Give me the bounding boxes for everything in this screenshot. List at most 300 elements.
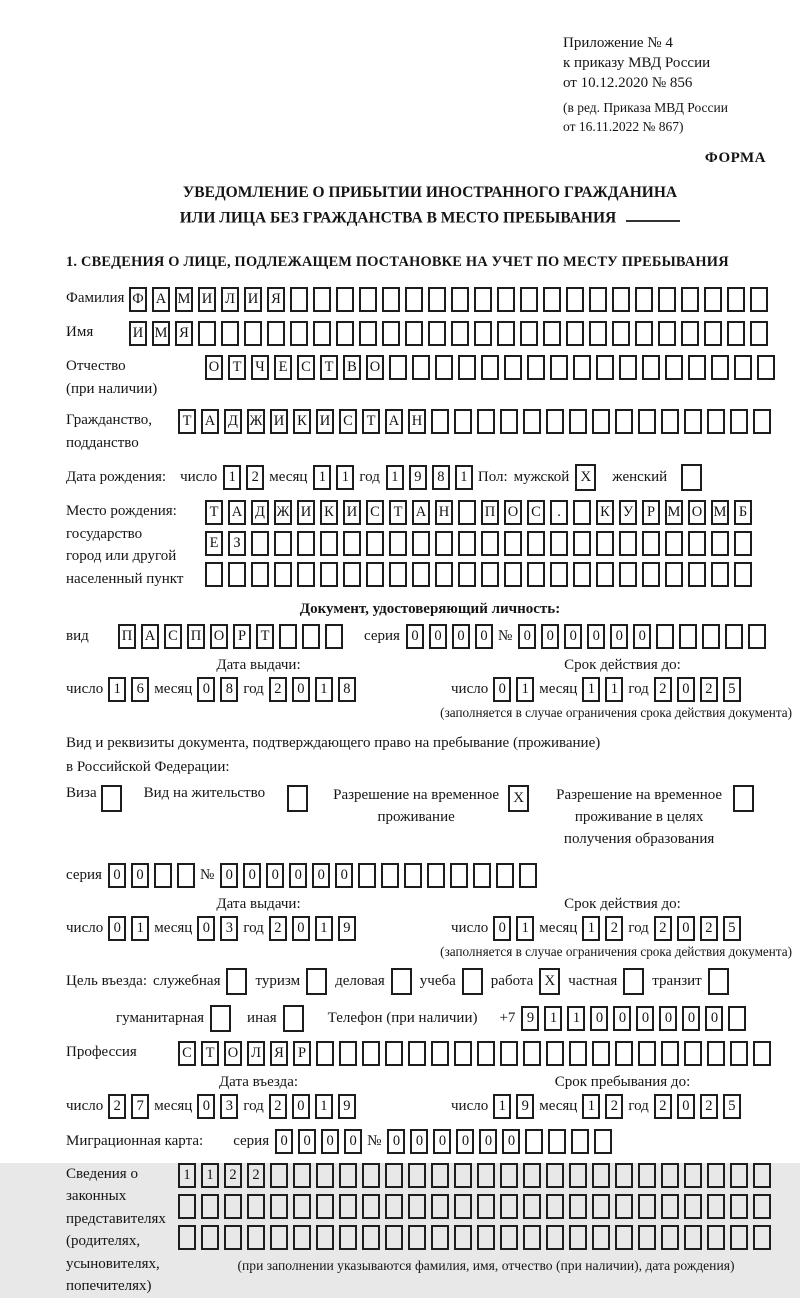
purpose-humanitarian-label: гуманитарная xyxy=(116,1009,205,1026)
doc-type-cells xyxy=(118,624,348,649)
stay-month-label: месяц xyxy=(539,1097,578,1114)
char-cell xyxy=(477,1194,495,1219)
char-cell xyxy=(753,1225,771,1250)
char-cell: Д xyxy=(224,409,242,434)
char-cell: 0 xyxy=(677,916,695,941)
residence-issue-year-cells xyxy=(269,916,361,941)
char-cell: Р xyxy=(642,500,660,525)
char-cell xyxy=(405,287,423,312)
char-cell xyxy=(481,355,499,380)
char-cell xyxy=(474,321,492,346)
birth-year-cells xyxy=(386,465,478,490)
char-cell xyxy=(504,562,522,587)
entry-day-label: число xyxy=(66,1097,104,1114)
char-cell: 2 xyxy=(269,1094,287,1119)
char-cell: 1 xyxy=(313,465,331,490)
char-cell xyxy=(320,562,338,587)
char-cell xyxy=(431,409,449,434)
char-cell xyxy=(681,321,699,346)
char-cell xyxy=(527,562,545,587)
char-cell xyxy=(454,409,472,434)
char-cell xyxy=(412,562,430,587)
forma-label: ФОРМА xyxy=(704,149,766,166)
char-cell xyxy=(594,1129,612,1154)
char-cell: Т xyxy=(205,500,223,525)
char-cell xyxy=(571,1129,589,1154)
char-cell xyxy=(431,1163,449,1188)
birth-day-label: число xyxy=(180,469,218,486)
char-cell: Т xyxy=(201,1041,219,1066)
birth-day-cells xyxy=(223,465,269,490)
char-cell: 2 xyxy=(654,677,672,702)
annex-line: к приказу МВД России xyxy=(563,54,711,71)
entry-year-cells xyxy=(269,1094,361,1119)
char-cell xyxy=(477,409,495,434)
char-cell xyxy=(431,1041,449,1066)
residence-expiry-heading: Срок действия до: xyxy=(564,895,681,912)
char-cell xyxy=(684,1225,702,1250)
char-cell xyxy=(198,321,216,346)
char-cell xyxy=(366,531,384,556)
char-cell: 0 xyxy=(433,1129,451,1154)
char-cell: 0 xyxy=(344,1129,362,1154)
char-cell: 0 xyxy=(197,916,215,941)
profession-cells xyxy=(178,1041,776,1066)
char-cell xyxy=(750,321,768,346)
birth-place-label-state: государство xyxy=(66,525,143,542)
char-cell: Б xyxy=(734,500,752,525)
char-cell: 0 xyxy=(298,1129,316,1154)
migration-number-label: № xyxy=(367,1132,382,1149)
char-cell xyxy=(154,863,172,888)
char-cell: Р xyxy=(293,1041,311,1066)
char-cell xyxy=(270,1225,288,1250)
purpose-study-label: учеба xyxy=(419,972,456,989)
char-cell: 0 xyxy=(659,1006,677,1031)
char-cell xyxy=(757,355,775,380)
residence-doc-intro2: в Российской Федерации: xyxy=(66,759,230,776)
stay-until-heading: Срок пребывания до: xyxy=(554,1073,691,1090)
char-cell xyxy=(520,321,538,346)
surname-cells xyxy=(129,287,773,312)
char-cell xyxy=(589,321,607,346)
char-cell: С xyxy=(527,500,545,525)
temp-residence-option-label: Разрешение на временное проживание xyxy=(333,787,500,826)
residence-issue-day-cells xyxy=(108,916,154,941)
patronymic-cells xyxy=(205,355,780,380)
purpose-work-checkbox: X xyxy=(539,968,560,995)
char-cell: 3 xyxy=(220,916,238,941)
phone-label: Телефон (при наличии) xyxy=(327,1009,478,1026)
char-cell: С xyxy=(297,355,315,380)
char-cell xyxy=(684,1041,702,1066)
char-cell: 6 xyxy=(131,677,149,702)
purpose-work-label: работа xyxy=(490,972,534,989)
char-cell xyxy=(612,321,630,346)
birth-date-row xyxy=(66,464,794,491)
char-cell xyxy=(316,1225,334,1250)
char-cell xyxy=(727,287,745,312)
char-cell xyxy=(546,1194,564,1219)
char-cell: 5 xyxy=(723,677,741,702)
char-cell xyxy=(523,409,541,434)
char-cell xyxy=(274,562,292,587)
char-cell: 1 xyxy=(567,1006,585,1031)
char-cell xyxy=(546,1225,564,1250)
char-cell: О xyxy=(366,355,384,380)
char-cell xyxy=(730,409,748,434)
doc-expiry-heading: Срок действия до: xyxy=(564,657,681,674)
char-cell: Я xyxy=(270,1041,288,1066)
char-cell: И xyxy=(198,287,216,312)
char-cell xyxy=(451,321,469,346)
doc-series-label: серия xyxy=(364,628,400,645)
char-cell xyxy=(435,531,453,556)
char-cell: 0 xyxy=(636,1006,654,1031)
char-cell xyxy=(566,321,584,346)
citizenship-cells xyxy=(178,409,776,434)
char-cell xyxy=(431,1225,449,1250)
char-cell: Я xyxy=(175,321,193,346)
char-cell: Ф xyxy=(129,287,147,312)
char-cell xyxy=(500,1225,518,1250)
char-cell xyxy=(343,531,361,556)
char-cell: 5 xyxy=(723,1094,741,1119)
char-cell xyxy=(730,1194,748,1219)
representatives-label: Сведения о xyxy=(66,1165,138,1182)
char-cell xyxy=(381,863,399,888)
char-cell: Т xyxy=(228,355,246,380)
char-cell xyxy=(730,1225,748,1250)
char-cell xyxy=(753,1194,771,1219)
char-cell: 0 xyxy=(518,624,536,649)
char-cell: 0 xyxy=(587,624,605,649)
char-cell: 0 xyxy=(429,624,447,649)
phone-prefix: +7 xyxy=(499,1009,516,1026)
char-cell: И xyxy=(343,500,361,525)
char-cell xyxy=(734,531,752,556)
doc-expiry-note: (заполняется в случае ограничения срока действия документа) xyxy=(440,705,792,721)
char-cell: 0 xyxy=(292,1094,310,1119)
char-cell: И xyxy=(270,409,288,434)
char-cell: 2 xyxy=(700,677,718,702)
char-cell: 0 xyxy=(613,1006,631,1031)
char-cell: З xyxy=(228,531,246,556)
char-cell xyxy=(546,409,564,434)
char-cell xyxy=(615,1041,633,1066)
visit-purpose-row1 xyxy=(66,968,794,995)
char-cell: 0 xyxy=(590,1006,608,1031)
char-cell xyxy=(569,1225,587,1250)
title-blank-line xyxy=(626,205,680,223)
char-cell: Л xyxy=(221,287,239,312)
char-cell: 0 xyxy=(493,677,511,702)
char-cell: 9 xyxy=(516,1094,534,1119)
purpose-transit-checkbox xyxy=(708,968,729,995)
char-cell xyxy=(592,1163,610,1188)
doc-issue-heading: Дата выдачи: xyxy=(216,657,301,674)
char-cell xyxy=(500,1163,518,1188)
char-cell xyxy=(477,1163,495,1188)
stay-day-label: число xyxy=(451,1097,489,1114)
form-title-line2: ИЛИ ЛИЦА БЕЗ ГРАЖДАНСТВА В МЕСТО ПРЕБЫВАНИЯ xyxy=(66,205,794,231)
char-cell xyxy=(550,531,568,556)
char-cell xyxy=(297,562,315,587)
surname-label: Фамилия xyxy=(66,290,125,307)
char-cell: 2 xyxy=(224,1163,242,1188)
char-cell xyxy=(408,1041,426,1066)
birth-place-label-city: город или другой xyxy=(66,548,177,565)
char-cell xyxy=(481,562,499,587)
profession-label: Профессия xyxy=(66,1043,137,1060)
char-cell xyxy=(635,321,653,346)
char-cell xyxy=(728,1006,746,1031)
char-cell xyxy=(382,321,400,346)
residence-expiry-day-cells xyxy=(493,916,539,941)
char-cell xyxy=(684,1194,702,1219)
char-cell: 1 xyxy=(582,1094,600,1119)
char-cell xyxy=(707,1041,725,1066)
char-cell: 1 xyxy=(201,1163,219,1188)
residence-expiry-month-label: месяц xyxy=(539,919,578,936)
char-cell: 1 xyxy=(582,677,600,702)
purpose-official-checkbox xyxy=(226,968,247,995)
char-cell: 1 xyxy=(516,916,534,941)
char-cell: 1 xyxy=(108,677,126,702)
entry-year-label: год xyxy=(243,1097,264,1114)
char-cell xyxy=(642,562,660,587)
char-cell xyxy=(711,355,729,380)
char-cell xyxy=(704,287,722,312)
char-cell xyxy=(477,1041,495,1066)
char-cell xyxy=(661,1225,679,1250)
doc-issue-day-cells xyxy=(108,677,154,702)
char-cell: С xyxy=(339,409,357,434)
purpose-study-checkbox xyxy=(462,968,483,995)
char-cell: 2 xyxy=(700,1094,718,1119)
char-cell xyxy=(573,355,591,380)
char-cell xyxy=(642,355,660,380)
char-cell xyxy=(496,863,514,888)
citizenship-sublabel: подданство xyxy=(66,434,139,451)
char-cell: Т xyxy=(389,500,407,525)
char-cell: А xyxy=(201,409,219,434)
char-cell xyxy=(497,321,515,346)
char-cell xyxy=(251,531,269,556)
char-cell xyxy=(615,1225,633,1250)
char-cell xyxy=(748,624,766,649)
char-cell xyxy=(707,1225,725,1250)
char-cell: Ж xyxy=(274,500,292,525)
char-cell: 0 xyxy=(493,916,511,941)
char-cell xyxy=(753,1163,771,1188)
char-cell: Т xyxy=(256,624,274,649)
temp-residence-edu-option-label: Разрешение на временное проживание в целях получения образования xyxy=(556,787,723,847)
char-cell xyxy=(385,1041,403,1066)
birth-place-cells-row1 xyxy=(205,500,757,525)
char-cell: 0 xyxy=(475,624,493,649)
temp-residence-edu-checkbox xyxy=(733,785,754,812)
annex-line: от 10.12.2020 № 856 xyxy=(563,74,693,91)
char-cell: 1 xyxy=(315,677,333,702)
char-cell xyxy=(404,863,422,888)
char-cell xyxy=(385,1225,403,1250)
visa-checkbox xyxy=(101,785,122,812)
char-cell xyxy=(592,1041,610,1066)
residence-permit-option-label: Вид на жительство xyxy=(143,785,266,802)
char-cell xyxy=(523,1194,541,1219)
char-cell: 2 xyxy=(269,916,287,941)
entry-month-cells xyxy=(197,1094,243,1119)
char-cell xyxy=(297,531,315,556)
char-cell xyxy=(477,1225,495,1250)
char-cell: 0 xyxy=(312,863,330,888)
representatives-cells-row1 xyxy=(178,1163,794,1188)
char-cell: С xyxy=(164,624,182,649)
char-cell: 0 xyxy=(410,1129,428,1154)
char-cell xyxy=(325,624,343,649)
char-cell: 0 xyxy=(705,1006,723,1031)
char-cell: 0 xyxy=(321,1129,339,1154)
char-cell: К xyxy=(320,500,338,525)
doc-issue-year-label: год xyxy=(243,681,264,698)
char-cell xyxy=(619,562,637,587)
char-cell xyxy=(290,321,308,346)
stay-month-cells xyxy=(582,1094,628,1119)
char-cell xyxy=(753,409,771,434)
char-cell: К xyxy=(293,409,311,434)
char-cell xyxy=(178,1194,196,1219)
char-cell xyxy=(270,1194,288,1219)
char-cell: 9 xyxy=(521,1006,539,1031)
entry-date-heading: Дата въезда: xyxy=(218,1073,299,1090)
char-cell xyxy=(635,287,653,312)
residence-issue-year-label: год xyxy=(243,919,264,936)
char-cell: С xyxy=(366,500,384,525)
char-cell xyxy=(177,863,195,888)
char-cell: 0 xyxy=(292,677,310,702)
residence-series-label: серия xyxy=(66,866,102,883)
char-cell xyxy=(638,1041,656,1066)
char-cell xyxy=(358,863,376,888)
char-cell xyxy=(569,1041,587,1066)
char-cell xyxy=(336,287,354,312)
stay-year-label: год xyxy=(628,1097,649,1114)
char-cell xyxy=(658,321,676,346)
char-cell xyxy=(435,355,453,380)
char-cell xyxy=(734,355,752,380)
char-cell xyxy=(336,321,354,346)
char-cell xyxy=(279,624,297,649)
char-cell: Ж xyxy=(247,409,265,434)
patronymic-label: Отчество xyxy=(66,358,126,375)
char-cell: А xyxy=(152,287,170,312)
char-cell xyxy=(431,1194,449,1219)
char-cell xyxy=(569,1194,587,1219)
char-cell: 2 xyxy=(700,916,718,941)
entry-day-cells xyxy=(108,1094,154,1119)
char-cell xyxy=(661,409,679,434)
char-cell xyxy=(408,1194,426,1219)
stay-year-cells xyxy=(654,1094,746,1119)
char-cell: 1 xyxy=(605,677,623,702)
char-cell xyxy=(412,531,430,556)
char-cell: 0 xyxy=(243,863,261,888)
char-cell xyxy=(313,321,331,346)
residence-expiry-year-label: год xyxy=(628,919,649,936)
annex-subline: (в ред. Приказа МВД России xyxy=(563,100,728,116)
char-cell xyxy=(362,1163,380,1188)
char-cell xyxy=(684,409,702,434)
char-cell: 0 xyxy=(197,1094,215,1119)
char-cell xyxy=(592,409,610,434)
birth-month-label: месяц xyxy=(269,469,308,486)
char-cell: 0 xyxy=(275,1129,293,1154)
citizenship-label: Гражданство, xyxy=(66,412,153,429)
char-cell: 8 xyxy=(338,677,356,702)
residence-expiry-month-cells xyxy=(582,916,628,941)
visit-purpose-label: Цель въезда: xyxy=(66,972,147,989)
migration-number-cells xyxy=(387,1129,617,1154)
char-cell xyxy=(573,531,591,556)
char-cell: 0 xyxy=(266,863,284,888)
char-cell xyxy=(656,624,674,649)
char-cell: Р xyxy=(233,624,251,649)
purpose-private-label: частная xyxy=(568,972,618,989)
char-cell xyxy=(596,531,614,556)
char-cell: 5 xyxy=(723,916,741,941)
representatives-cells-row3 xyxy=(178,1225,794,1250)
char-cell: 0 xyxy=(406,624,424,649)
char-cell xyxy=(615,1163,633,1188)
char-cell xyxy=(320,531,338,556)
char-cell xyxy=(569,1163,587,1188)
char-cell: Т xyxy=(320,355,338,380)
identity-doc-dates xyxy=(66,657,794,702)
char-cell: В xyxy=(343,355,361,380)
char-cell: Н xyxy=(435,500,453,525)
char-cell xyxy=(681,287,699,312)
char-cell xyxy=(274,531,292,556)
char-cell: 0 xyxy=(502,1129,520,1154)
char-cell xyxy=(454,1163,472,1188)
purpose-tourism-label: туризм xyxy=(255,972,301,989)
migration-series-label: серия xyxy=(233,1132,270,1149)
char-cell: Д xyxy=(251,500,269,525)
char-cell xyxy=(201,1225,219,1250)
char-cell xyxy=(707,409,725,434)
char-cell xyxy=(688,355,706,380)
char-cell xyxy=(711,531,729,556)
char-cell xyxy=(293,1194,311,1219)
char-cell xyxy=(750,287,768,312)
char-cell: 0 xyxy=(220,863,238,888)
char-cell: 0 xyxy=(131,863,149,888)
stay-day-cells xyxy=(493,1094,539,1119)
char-cell xyxy=(573,562,591,587)
char-cell xyxy=(592,1194,610,1219)
char-cell xyxy=(316,1163,334,1188)
identity-doc-heading: Документ, удостоверяющий личность: xyxy=(299,601,561,618)
char-cell: И xyxy=(129,321,147,346)
char-cell xyxy=(473,863,491,888)
char-cell: 0 xyxy=(633,624,651,649)
sex-female-label: женский xyxy=(612,469,668,486)
purpose-business-label: деловая xyxy=(335,972,385,989)
form-title xyxy=(66,181,794,231)
char-cell xyxy=(702,624,720,649)
char-cell: 0 xyxy=(541,624,559,649)
